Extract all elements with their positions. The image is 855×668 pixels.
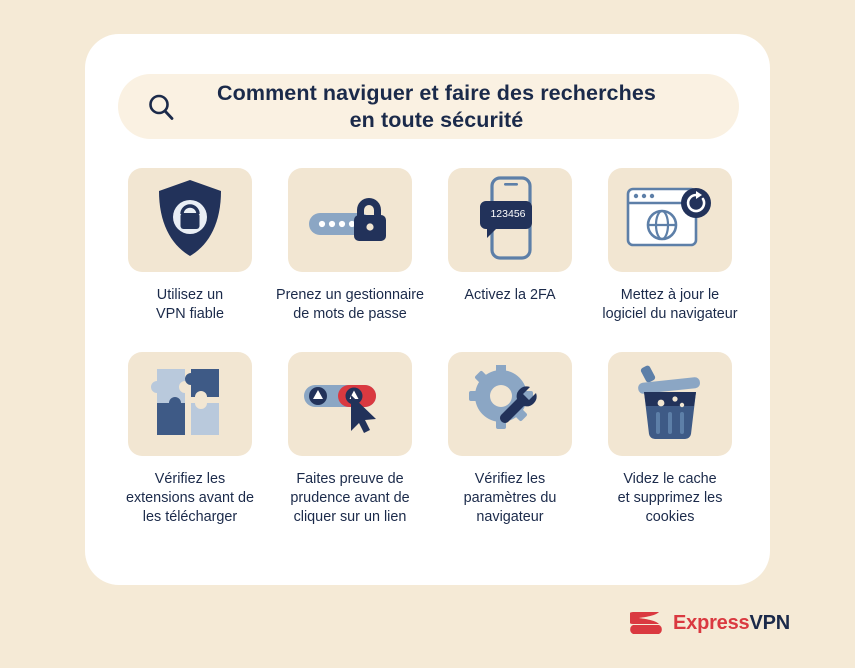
warning-link-cursor-icon xyxy=(302,369,398,440)
tip-card-browser-update xyxy=(590,168,750,324)
tip-caption-line1: Vérifiez les xyxy=(154,471,226,488)
tip-caption xyxy=(270,286,430,324)
tip-card-password-manager xyxy=(270,168,430,324)
tip-caption xyxy=(590,470,750,527)
page-title-line1: Comment naviguer et faire des recherches xyxy=(217,81,656,106)
tip-card-vpn xyxy=(110,168,270,324)
shield-lock-icon xyxy=(153,177,227,264)
tip-icon-tile xyxy=(128,168,252,272)
tip-caption-line3: navigateur xyxy=(476,509,544,526)
tip-icon-tile xyxy=(288,352,412,456)
tip-card-clear-cache xyxy=(590,352,750,527)
brand-name-part2: VPN xyxy=(749,611,790,634)
tip-icon-tile xyxy=(288,168,412,272)
page-title xyxy=(186,80,721,132)
tip-caption xyxy=(110,286,270,324)
tip-caption-line1: Vérifiez les xyxy=(474,471,546,488)
tip-caption xyxy=(590,286,750,324)
tip-caption-line3: cookies xyxy=(645,509,695,526)
search-icon xyxy=(142,88,180,126)
tip-caption-line1: Utilisez un xyxy=(156,287,224,303)
tip-icon-tile xyxy=(448,352,572,456)
tip-icon-tile xyxy=(608,168,732,272)
gear-wrench-settings-icon xyxy=(468,365,552,444)
tip-caption-line1: Videz le cache xyxy=(623,471,717,488)
phone-2fa-icon xyxy=(478,175,542,266)
tip-card-browser-settings xyxy=(430,352,590,527)
tip-icon-tile xyxy=(608,352,732,456)
tip-caption-line2: extensions avant de xyxy=(125,490,254,507)
tip-icon-tile xyxy=(128,352,252,456)
tip-caption-line3: les télécharger xyxy=(142,509,238,526)
tip-caption-line2: de mots de passe xyxy=(293,306,407,323)
tip-caption-line1: Activez la 2FA xyxy=(464,287,556,303)
tip-card-extensions xyxy=(110,352,270,527)
tip-caption-line2: VPN fiable xyxy=(156,306,224,323)
tip-caption-line1: Prenez un gestionnaire xyxy=(275,287,424,303)
tip-icon-tile xyxy=(448,168,572,272)
tip-caption-line2: logiciel du navigateur xyxy=(602,306,738,323)
otp-code-text: 123456 xyxy=(490,207,526,220)
password-manager-icon xyxy=(305,185,395,256)
tip-caption-line2: paramètres du xyxy=(463,490,557,507)
page-title-line2: en toute sécurité xyxy=(349,107,524,132)
tip-caption xyxy=(270,470,430,527)
tips-row-2 xyxy=(110,352,750,527)
brand-logo xyxy=(630,608,790,638)
tip-caption xyxy=(430,470,590,527)
puzzle-extension-icon xyxy=(151,363,229,446)
tip-caption-line1: Faites preuve de xyxy=(296,471,404,488)
title-banner xyxy=(118,74,739,139)
tip-caption-line2: prudence avant de xyxy=(290,490,410,507)
trash-cookies-icon xyxy=(630,362,710,447)
brand-name xyxy=(673,612,790,635)
tip-caption xyxy=(430,286,590,305)
tips-grid xyxy=(110,168,750,527)
brand-name-part1: Express xyxy=(673,611,750,634)
tip-caption-line3: cliquer sur un lien xyxy=(293,509,407,526)
tips-row-1 xyxy=(110,168,750,324)
tip-caption-line1: Mettez à jour le xyxy=(620,287,720,303)
expressvpn-logo-icon xyxy=(630,608,664,638)
browser-update-icon xyxy=(624,181,716,260)
tip-caption-line2: et supprimez les xyxy=(617,490,723,507)
tip-card-suspicious-link xyxy=(270,352,430,527)
tip-caption xyxy=(110,470,270,527)
tip-card-2fa xyxy=(430,168,590,324)
